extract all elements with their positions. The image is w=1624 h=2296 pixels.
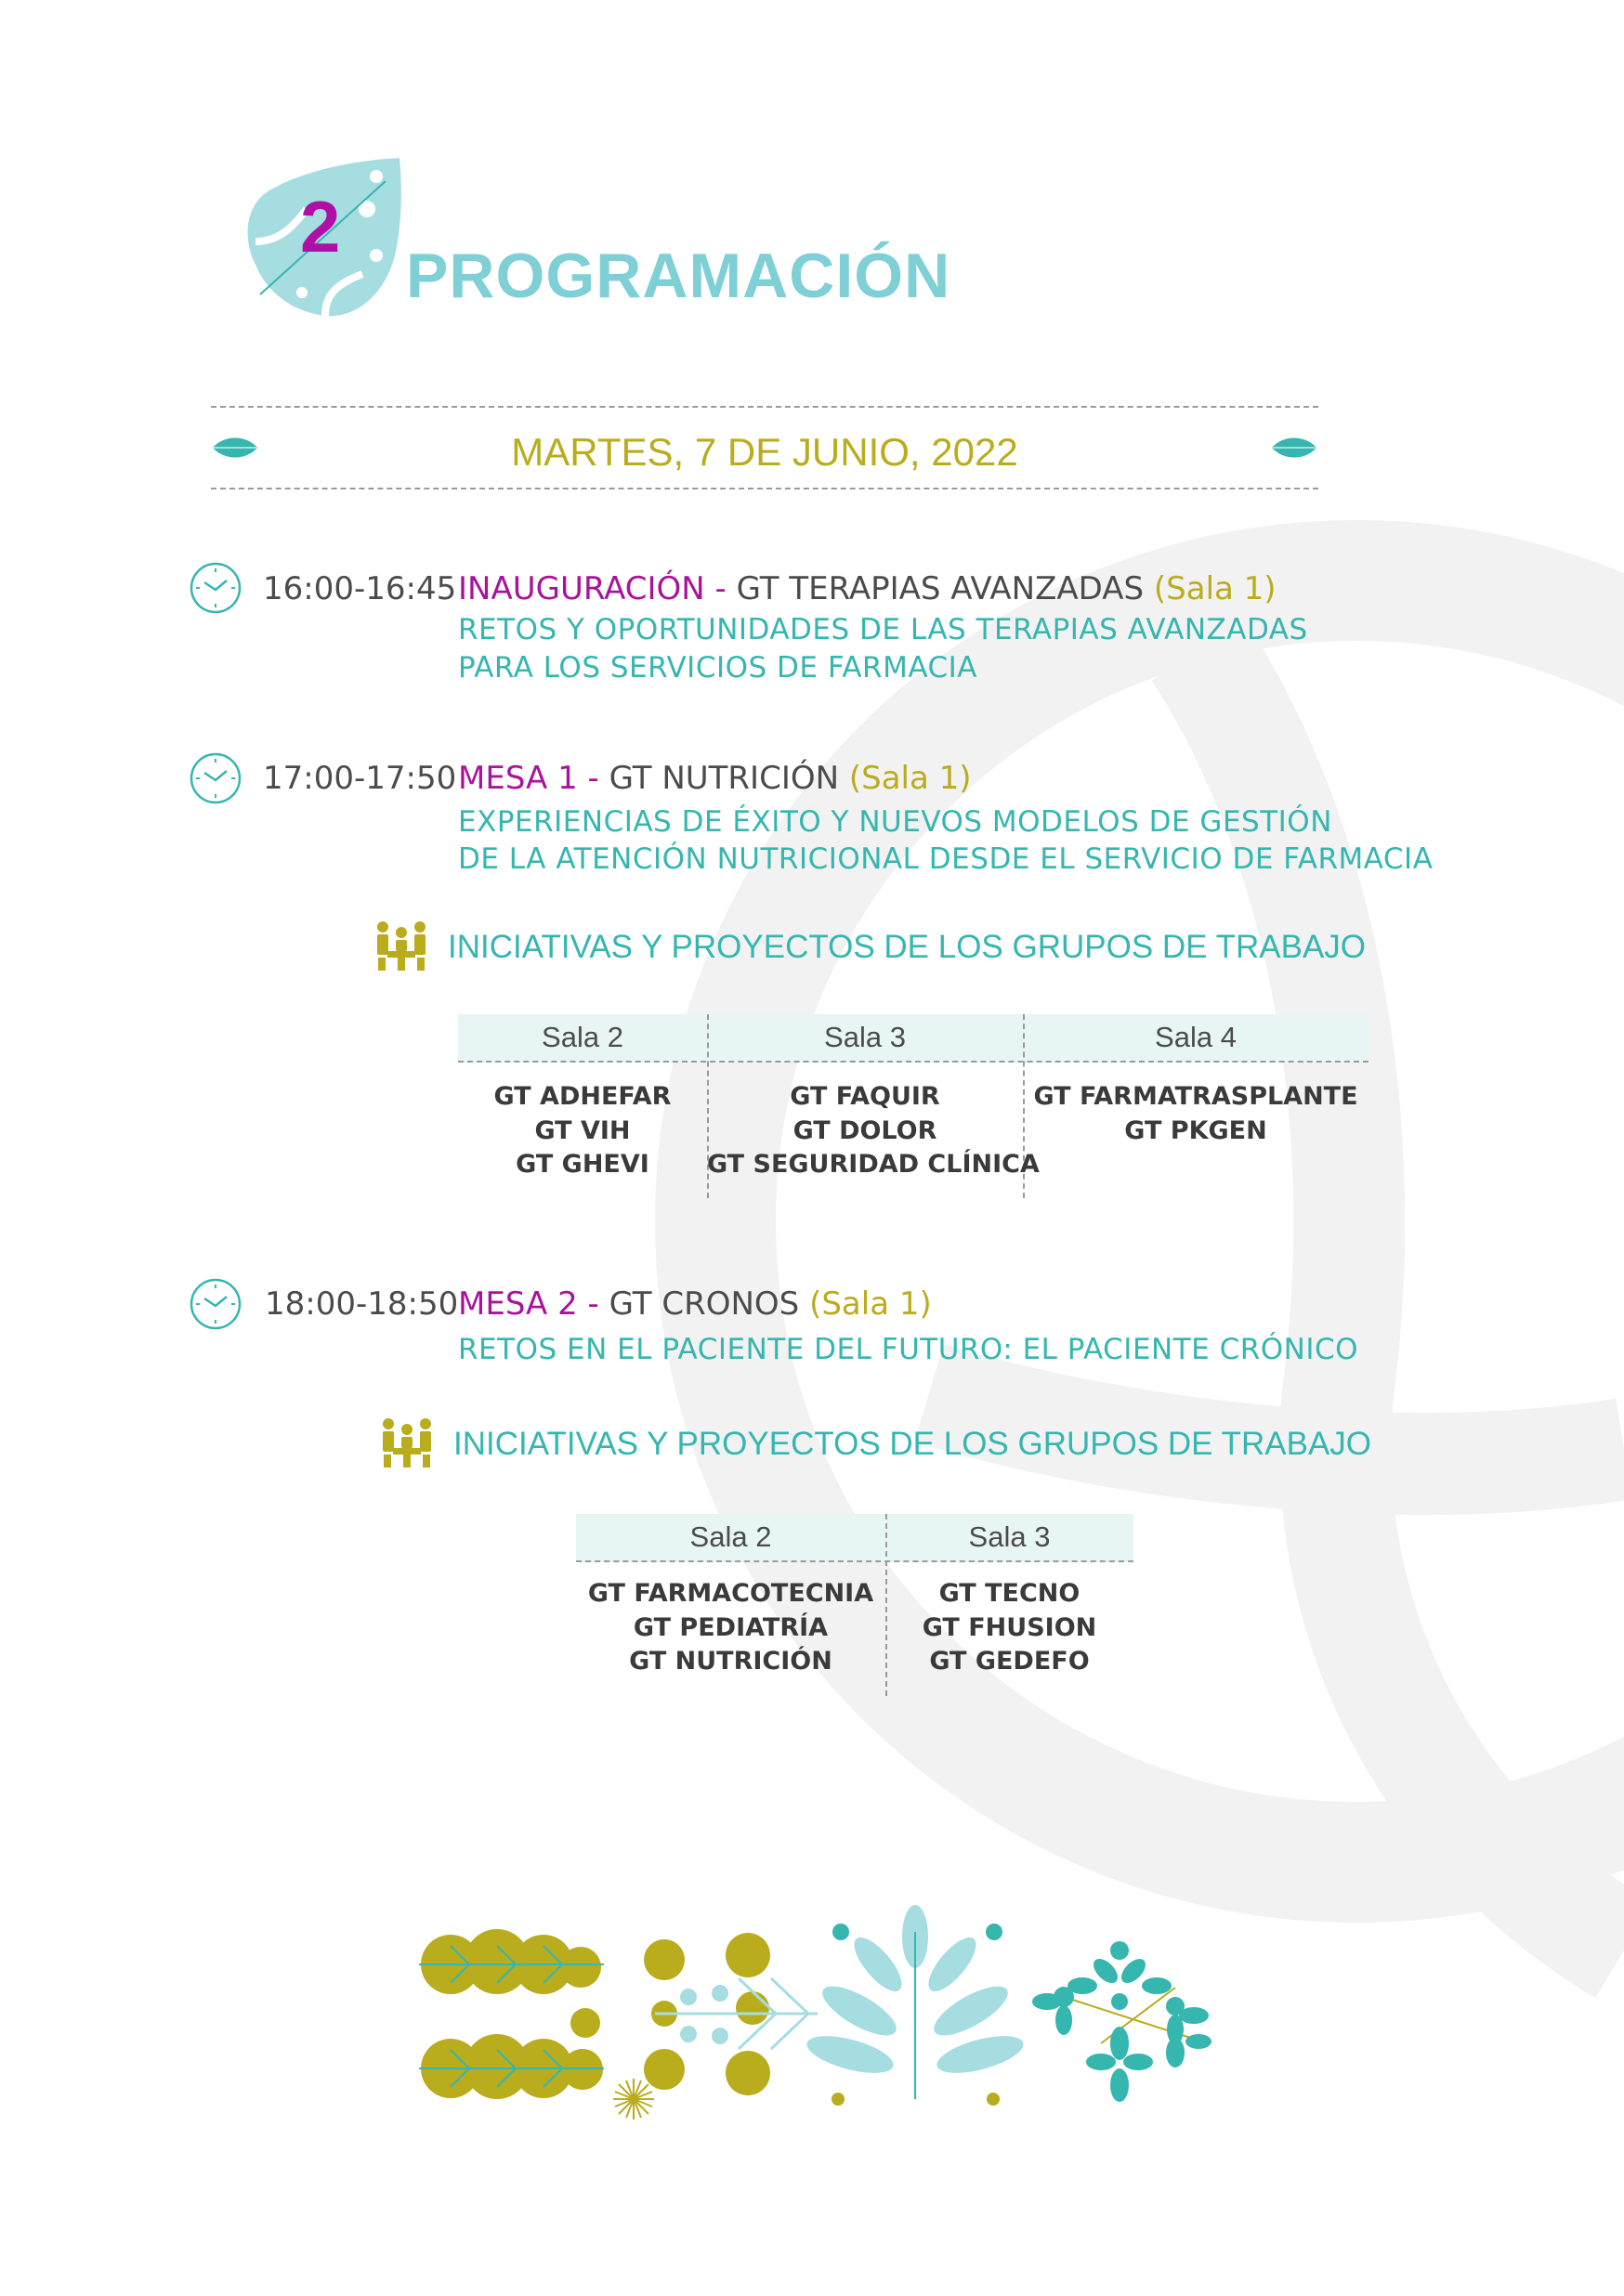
- group-name: GT PKGEN: [1124, 1115, 1267, 1145]
- group-name: GT NUTRICIÓN: [629, 1647, 832, 1676]
- clock-icon: [188, 750, 243, 806]
- page-title: PROGRAMACIÓN: [406, 241, 951, 311]
- group-name: GT VIH: [534, 1115, 631, 1145]
- table-header-cell: Sala 4: [1155, 1021, 1237, 1053]
- session-description: EXPERIENCIAS DE ÉXITO Y NUEVOS MODELOS DE GESTIÓN: [458, 805, 1332, 839]
- table-cell: [576, 1577, 885, 1679]
- table-header: [458, 1014, 1369, 1063]
- working-group-icon: [380, 1416, 434, 1470]
- table-cell: [885, 1577, 1133, 1679]
- table-header-cell: Sala 3: [968, 1520, 1051, 1553]
- session-room: (Sala 1): [809, 1285, 932, 1323]
- divider-bottom: [211, 488, 1318, 489]
- botanical-illustration: [413, 1904, 1222, 2122]
- event-date: MARTES, 7 DE JUNIO, 2022: [511, 430, 1018, 474]
- table-cell: [458, 1080, 707, 1182]
- session-room: (Sala 1): [848, 760, 972, 797]
- session-group: GT CRONOS: [609, 1285, 800, 1323]
- session-description: RETOS EN EL PACIENTE DEL FUTURO: EL PACIENTE CRÓNICO: [458, 1333, 1359, 1366]
- group-name: GT PEDIATRÍA: [633, 1612, 829, 1642]
- session-description: DE LA ATENCIÓN NUTRICIONAL DESDE EL SERVICIO DE FARMACIA: [458, 842, 1434, 876]
- session-time: 17:00-17:50: [263, 760, 457, 797]
- session-group: GT TERAPIAS AVANZADAS: [736, 570, 1145, 607]
- table-header-cell: Sala 2: [689, 1520, 772, 1553]
- session-description: PARA LOS SERVICIOS DE FARMACIA: [458, 651, 977, 685]
- working-group-icon: [374, 920, 428, 973]
- chapter-number: 2: [300, 186, 341, 267]
- table-cell: [1023, 1080, 1369, 1148]
- session-label: INAUGURACIÓN -: [458, 570, 727, 607]
- table-cell: [707, 1080, 1040, 1182]
- divider-top: [211, 406, 1318, 408]
- table-header-cell: Sala 3: [824, 1021, 906, 1053]
- section-title: INICIATIVAS Y PROYECTOS DE LOS GRUPOS DE TRABAJO: [453, 1426, 1372, 1462]
- group-name: GT TECNO: [938, 1579, 1080, 1608]
- group-name: GT GHEVI: [516, 1150, 649, 1179]
- leaf-ornament-right-icon: [1270, 435, 1318, 461]
- group-name: GT ADHEFAR: [493, 1082, 672, 1111]
- session-time: 16:00-16:45: [263, 570, 457, 607]
- session-label: MESA 2 -: [458, 1285, 599, 1323]
- group-name: GT DOLOR: [792, 1115, 937, 1145]
- session-room: (Sala 1): [1153, 570, 1277, 607]
- group-name: GT GEDEFO: [929, 1647, 1090, 1676]
- session-label: MESA 1 -: [458, 760, 599, 797]
- session-description: RETOS Y OPORTUNIDADES DE LAS TERAPIAS AVANZADAS: [458, 613, 1308, 646]
- session-time: 18:00-18:50: [265, 1285, 459, 1323]
- session-heading: [458, 1285, 932, 1323]
- table-header: [576, 1514, 1133, 1562]
- section-title: INICIATIVAS Y PROYECTOS DE LOS GRUPOS DE TRABAJO: [448, 929, 1367, 965]
- group-name: GT FAQUIR: [790, 1082, 940, 1111]
- group-name: GT FARMATRASPLANTE: [1033, 1082, 1358, 1111]
- session-heading: [458, 570, 1277, 607]
- clock-icon: [188, 1276, 243, 1332]
- group-name: GT FHUSION: [922, 1612, 1097, 1642]
- group-name: GT FARMACOTECNIA: [587, 1579, 874, 1608]
- group-name: GT SEGURIDAD CLÍNICA: [707, 1150, 1040, 1179]
- session-group: GT NUTRICIÓN: [609, 760, 840, 797]
- table-header-cell: Sala 2: [542, 1021, 623, 1053]
- clock-icon: [188, 560, 243, 616]
- session-heading: [458, 760, 972, 797]
